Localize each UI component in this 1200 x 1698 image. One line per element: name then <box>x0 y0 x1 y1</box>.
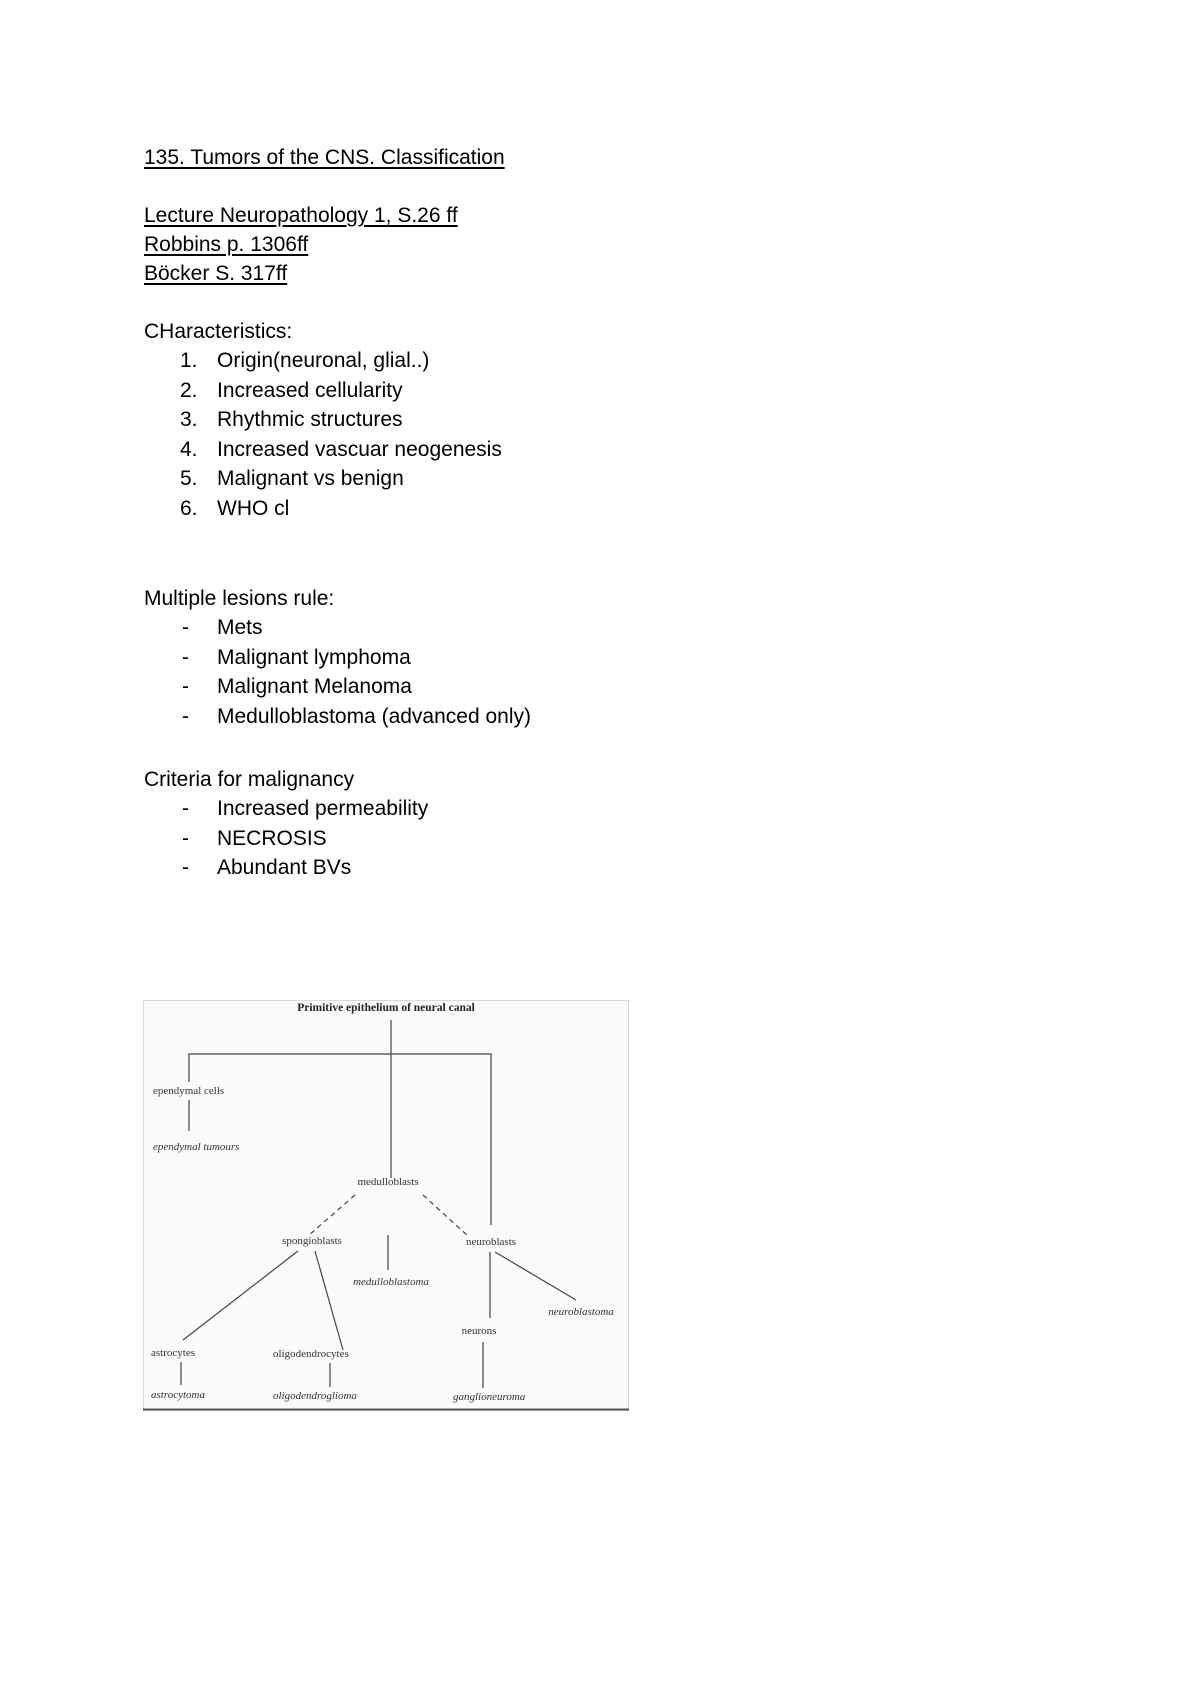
node-ependymal-cells: ependymal cells <box>153 1085 225 1097</box>
node-oligodendroglioma: oligodendroglioma <box>273 1390 357 1402</box>
item-text: NECROSIS <box>217 826 327 850</box>
node-neuroblasts: neuroblasts <box>465 1236 517 1248</box>
item-text: Increased permeability <box>217 797 429 820</box>
bullet-dash: - <box>182 704 189 728</box>
diagram-frame <box>144 1001 629 1411</box>
reference-lecture: Lecture Neuropathology 1, S.26 ff <box>144 204 458 227</box>
node-spongioblasts: spongioblasts <box>282 1235 342 1247</box>
diagram-title: Primitive epithelium of neural canal <box>297 1002 475 1014</box>
bullet-dash: - <box>182 826 189 850</box>
item-number: 1. <box>180 349 198 372</box>
diagram-svg <box>143 1000 629 1411</box>
bullet-dash: - <box>182 616 189 639</box>
bullet-dash: - <box>182 797 189 820</box>
node-ependymal-tumours: ependymal tumours <box>153 1141 240 1153</box>
reference-robbins: Robbins p. 1306ff <box>144 233 309 256</box>
node-ganglioneuroma: ganglioneuroma <box>453 1391 526 1403</box>
item-text: Malignant vs benign <box>217 467 404 490</box>
item-text: Medulloblastoma (advanced only) <box>217 704 532 728</box>
item-text: Abundant BVs <box>217 856 352 879</box>
item-number: 4. <box>180 437 198 461</box>
reference-boecker: Böcker S. 317ff <box>144 262 288 285</box>
cell-lineage-diagram <box>143 1000 629 1411</box>
characteristics-heading: CHaracteristics: <box>144 320 293 343</box>
item-number: 2. <box>180 378 198 402</box>
page-title: 135. Tumors of the CNS. Classification <box>144 146 505 169</box>
bullet-dash: - <box>182 856 189 879</box>
bullet-dash: - <box>182 675 189 698</box>
node-oligodendrocytes: oligodendrocytes <box>273 1348 349 1360</box>
item-text: Origin(neuronal, glial..) <box>217 349 430 372</box>
multiple-lesions-heading: Multiple lesions rule: <box>144 587 335 610</box>
item-text: Rhythmic structures <box>217 408 403 431</box>
item-number: 6. <box>180 496 198 520</box>
node-astrocytoma: astrocytoma <box>151 1389 205 1401</box>
item-number: 3. <box>180 408 198 431</box>
node-astrocytes: astrocytes <box>151 1347 195 1359</box>
item-text: Increased vascuar neogenesis <box>217 437 502 461</box>
item-text: Malignant lymphoma <box>217 645 411 669</box>
item-text: Malignant Melanoma <box>217 675 412 698</box>
node-neuroblastoma: neuroblastoma <box>548 1306 614 1318</box>
item-text: Increased cellularity <box>217 378 403 402</box>
item-number: 5. <box>180 467 198 490</box>
node-medulloblastoma: medulloblastoma <box>353 1276 429 1288</box>
item-text: WHO cl <box>217 496 290 520</box>
item-text: Mets <box>217 616 263 639</box>
node-medulloblasts: medulloblasts <box>357 1176 419 1188</box>
node-neurons: neurons <box>461 1325 497 1337</box>
malignancy-heading: Criteria for malignancy <box>144 768 355 791</box>
bullet-dash: - <box>182 645 189 669</box>
